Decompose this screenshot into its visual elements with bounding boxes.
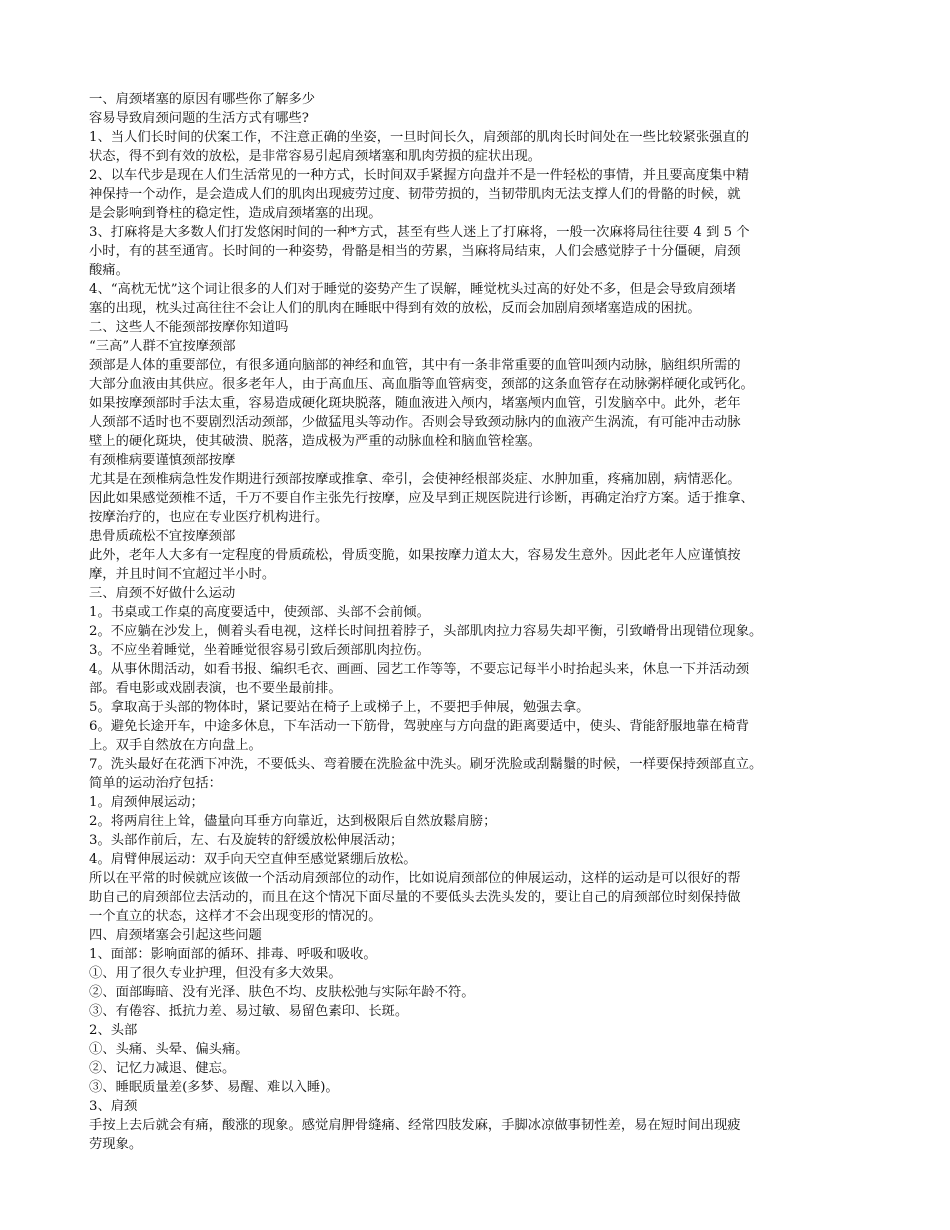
text-line: 患骨质疏松不宜按摩颈部 <box>89 529 236 544</box>
text-line: 4、“高枕无忧”这个词让很多的人们对于睡觉的姿势产生了误解，睡觉枕头过高的好处不多，但是会导致肩颈堵 <box>89 282 737 297</box>
text-line: 3、打麻将是大多数人们打发悠闲时间的一种*方式，甚至有些人迷上了打麻将，一般一次麻将局往往要 4 到 5 个 <box>89 225 750 240</box>
text-line: 三、肩颈不好做什么运动 <box>89 586 236 601</box>
text-line: “三高”人群不宜按摩颈部 <box>89 339 236 354</box>
text-line: 酸痛。 <box>89 263 129 278</box>
text-line: 尤其是在颈椎病急性发作期进行颈部按摩或推拿、牵引，会使神经根部炎症、水肿加重，疼痛加剧，病情恶化。 <box>89 472 741 487</box>
text-line: 此外，老年人大多有一定程度的骨质疏松，骨质变脆，如果按摩力道太大，容易发生意外。因此老年人应谨慎按 <box>89 548 741 563</box>
text-line: 一、肩颈堵塞的原因有哪些你了解多少 <box>89 92 316 107</box>
text-line: 2。不应躺在沙发上，侧着头看电视，这样长时间扭着脖子，头部肌肉拉力容易失却平衡，引致嵴骨出现错位现象。 <box>89 624 763 639</box>
text-line: 手按上去后就会有痛，酸涨的现象。感觉肩胛骨缝痛、经常四肢发麻，手脚冰凉做事韧性差，易在短时间出现疲 <box>89 1118 741 1133</box>
text-line: 上。双手自然放在方向盘上。 <box>89 738 262 753</box>
text-line: ①、用了很久专业护理，但没有多大效果。 <box>89 966 342 981</box>
text-line: 按摩治疗的，也应在专业医疗机构进行。 <box>89 510 329 525</box>
text-line: 大部分血液由其供应。很多老年人，由于高血压、高血脂等血管病变，颈部的这条血管存在动脉粥样硬化或钙化。 <box>89 377 754 392</box>
text-line: 4。从事休閒活动，如看书报、编织毛衣、画画、园艺工作等等，不要忘记每半小时抬起头来，休息一下并活动颈 <box>89 662 750 677</box>
text-line: 2。将两肩往上耸，儘量向耳垂方向靠近，达到极限后自然放鬆肩膀； <box>89 814 497 829</box>
text-line: 1。书桌或工作桌的高度要适中，使颈部、头部不会前倾。 <box>89 605 430 620</box>
text-line: 塞的出现，枕头过高往往不会让人们的肌肉在睡眠中得到有效的放松，反而会加剧肩颈堵塞造成的困扰。 <box>89 301 701 316</box>
text-line: ②、记忆力减退、健忘。 <box>89 1061 236 1076</box>
text-line: 6。避免长途开车，中途多休息，下车活动一下筋骨，驾驶座与方向盘的距离要适中，使头、背能舒服地靠在椅背 <box>89 719 750 734</box>
text-line: 摩，并且时间不宜超过半小时。 <box>89 567 276 582</box>
text-line: 3。头部作前后，左、右及旋转的舒缓放松伸展活动； <box>89 833 404 848</box>
text-line: 因此如果感觉颈椎不适，千万不要自作主张先行按摩，应及早到正规医院进行诊断，再确定治疗方案。适于推拿、 <box>89 491 754 506</box>
text-line: ①、头痛、头晕、偏头痛。 <box>89 1042 249 1057</box>
text-line: 颈部是人体的重要部位，有很多通向脑部的神经和血管，其中有一条非常重要的血管叫颈内动脉，脑组织所需的 <box>89 358 741 373</box>
text-line: 2、头部 <box>89 1023 138 1038</box>
text-line: 神保持一个动作，是会造成人们的肌肉出现疲劳过度、韧带劳损的，当韧带肌肉无法支撑人们的骨骼的时候，就 <box>89 187 741 202</box>
text-line: 有颈椎病要谨慎颈部按摩 <box>89 453 236 468</box>
text-line: 劳现象。 <box>89 1137 143 1152</box>
text-line: 部。看电影或戏剧表演，也不要坐最前排。 <box>89 681 342 696</box>
text-line: 3、肩颈 <box>89 1099 138 1114</box>
text-line: 壁上的硬化斑块，使其破溃、脱落，造成极为严重的动脉血栓和脑血管栓塞。 <box>89 434 542 449</box>
text-line: 状态，得不到有效的放松，是非常容易引起肩颈堵塞和肌肉劳损的症状出现。 <box>89 149 542 164</box>
text-line: 简单的运动治疗包括： <box>89 776 222 791</box>
text-line: 二、这些人不能颈部按摩你知道吗 <box>89 320 289 335</box>
text-line: ②、面部晦暗、没有光泽、肤色不均、皮肤松弛与实际年龄不符。 <box>89 985 475 1000</box>
text-line: 1。肩颈伸展运动； <box>89 795 204 810</box>
text-line: ③、有倦容、抵抗力差、易过敏、易留色素印、长斑。 <box>89 1004 409 1019</box>
text-line: 2、以车代步是现在人们生活常见的一种方式，长时间双手紧握方向盘并不是一件轻松的事情，并且要高度集中精 <box>89 168 750 183</box>
text-line: 一个直立的状态，这样才不会出现变形的情况的。 <box>89 909 382 924</box>
text-line: 5。拿取高于头部的物体时，紧记要站在椅子上或梯子上，不要把手伸展，勉强去拿。 <box>89 700 590 715</box>
text-line: 4。肩臂伸展运动：双手向天空直伸至感觉紧绷后放松。 <box>89 852 417 867</box>
text-line: 1、面部：影响面部的循环、排毒、呼吸和吸收。 <box>89 947 377 962</box>
text-line: ③、睡眠质量差(多梦、易醒、难以入睡)。 <box>89 1080 339 1095</box>
text-line: 小时，有的甚至通宵。长时间的一种姿势，骨骼是相当的劳累，当麻将局结束，人们会感觉脖子十分僵硬，肩颈 <box>89 244 741 259</box>
text-line: 1、当人们长时间的伏案工作，不注意正确的坐姿，一旦时间长久，肩颈部的肌肉长时间处在一些比较紧张强直的 <box>89 130 750 145</box>
text-line: 所以在平常的时候就应该做一个活动肩颈部位的动作，比如说肩颈部位的伸展运动，这样的运动是可以很好的帮 <box>89 871 741 886</box>
text-line: 四、肩颈堵塞会引起这些问题 <box>89 928 262 943</box>
text-line: 7。洗头最好在花洒下冲洗，不要低头、弯着腰在洗脸盆中洗头。刷牙洗脸或刮鬍鬚的时候，一样要保持颈部直立。 <box>89 757 763 772</box>
text-line: 是会影响到脊柱的稳定性，造成肩颈堵塞的出现。 <box>89 206 382 221</box>
text-line: 容易导致肩颈问题的生活方式有哪些? <box>89 111 309 126</box>
text-line: 如果按摩颈部时手法太重，容易造成硬化斑块脱落，随血液进入颅内，堵塞颅内血管，引发脑卒中。此外，老年 <box>89 396 741 411</box>
text-line: 助自己的肩颈部位去活动的，而且在这个情况下面尽量的不要低头去洗头发的，要让自己的肩颈部位时刻保持做 <box>89 890 741 905</box>
text-line: 人颈部不适时也不要剧烈活动颈部，少做猛甩头等动作。否则会导致颈动脉内的血液产生涡流，有可能冲击动脉 <box>89 415 741 430</box>
text-line: 3。不应坐着睡觉，坐着睡觉很容易引致后颈部肌肉拉伤。 <box>89 643 430 658</box>
